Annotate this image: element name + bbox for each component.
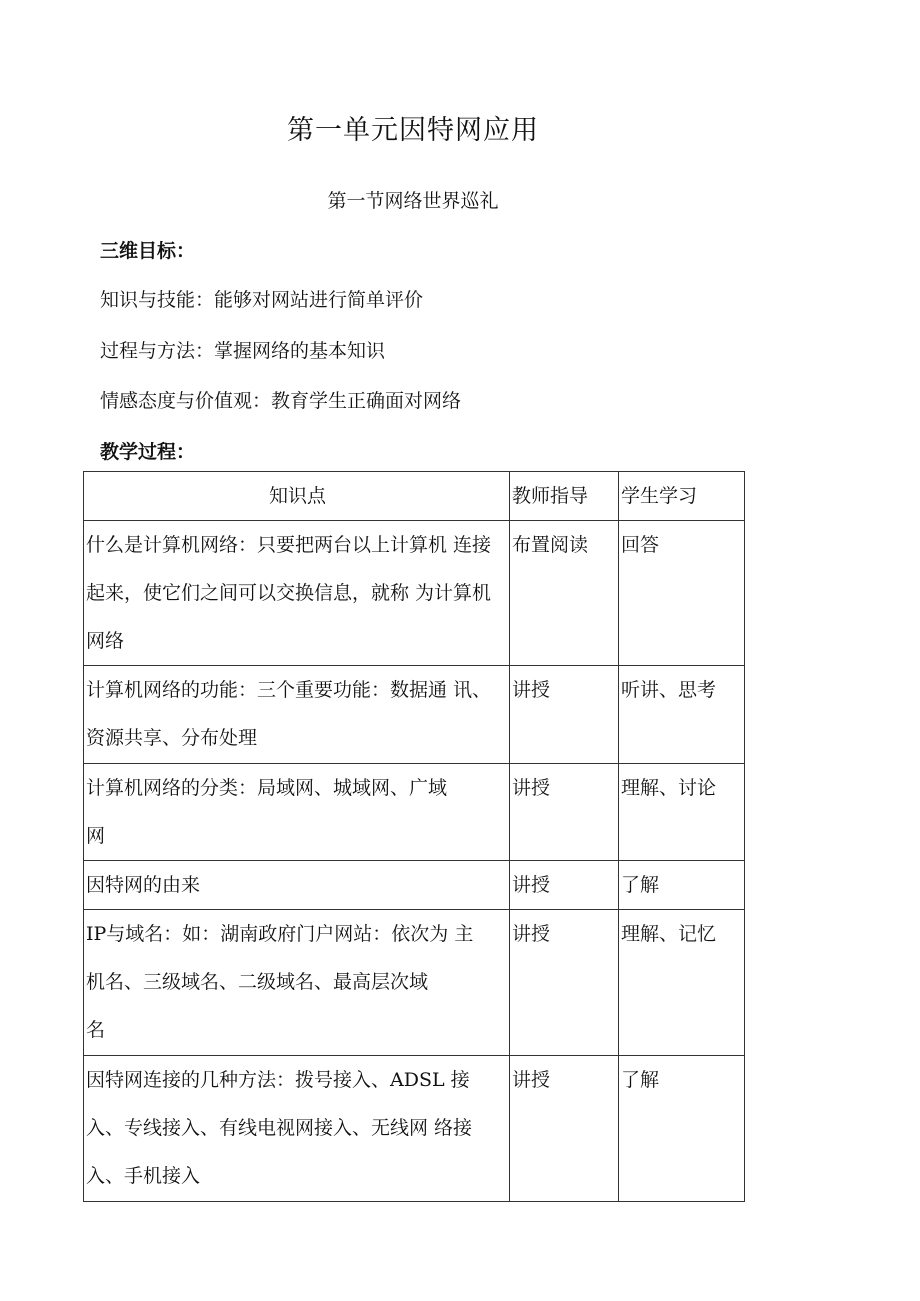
teacher-cell: 讲授 xyxy=(510,910,619,1056)
topic-cell xyxy=(84,910,510,1056)
teacher-cell: 讲授 xyxy=(510,861,619,910)
topic-cell xyxy=(84,861,510,910)
teaching-process-table xyxy=(83,471,745,1202)
objective-process: 过程与方法：掌握网络的基本知识 xyxy=(100,340,386,362)
table-header-row xyxy=(84,472,745,521)
table-row xyxy=(84,861,745,910)
topic-line: 网络 xyxy=(86,630,125,652)
header-knowledge-point: 知识点 xyxy=(84,472,510,521)
topic-line: 机名、三级域名、二级域名、最高层次域 xyxy=(86,971,429,993)
table-row xyxy=(84,521,745,666)
student-cell: 理解、记忆 xyxy=(619,910,745,1056)
teacher-cell: 讲授 xyxy=(510,1056,619,1202)
student-cell: 理解、讨论 xyxy=(619,764,745,861)
header-student-learning: 学生学习 xyxy=(619,472,745,521)
topic-line: IP与域名：如：湖南政府门户网站：依次为 主 xyxy=(86,923,474,945)
process-heading: 教学过程： xyxy=(100,441,196,463)
teacher-cell: 讲授 xyxy=(510,764,619,861)
topic-line: 计算机网络的功能：三个重要功能：数据通 讯、 xyxy=(86,679,492,701)
topic-line: 网 xyxy=(86,825,106,847)
topic-line: 名 xyxy=(86,1019,106,1041)
header-teacher-guidance: 教师指导 xyxy=(510,472,619,521)
topic-cell xyxy=(84,1056,510,1202)
topic-line: 入、手机接入 xyxy=(86,1165,201,1187)
topic-cell xyxy=(84,521,510,666)
table-row xyxy=(84,1056,745,1202)
table-row xyxy=(84,764,745,861)
table-row xyxy=(84,910,745,1056)
topic-line: 因特网连接的几种方法：拨号接入、ADSL 接 xyxy=(86,1069,470,1091)
topic-line: 入、专线接入、有线电视网接入、无线网 络接 xyxy=(86,1117,473,1139)
unit-title: 第一单元因特网应用 xyxy=(287,115,539,146)
table-row xyxy=(84,666,745,764)
topic-line: 因特网的由来 xyxy=(86,874,201,896)
teacher-cell: 布置阅读 xyxy=(510,521,619,666)
section-title: 第一节网络世界巡礼 xyxy=(327,190,499,212)
student-cell: 回答 xyxy=(619,521,745,666)
objective-attitude: 情感态度与价值观：教育学生正确面对网络 xyxy=(100,390,462,412)
topic-line: 计算机网络的分类：局域网、城域网、广域 xyxy=(86,777,448,799)
student-cell: 了解 xyxy=(619,861,745,910)
student-cell: 听讲、思考 xyxy=(619,666,745,764)
objective-knowledge: 知识与技能：能够对网站进行简单评价 xyxy=(100,289,424,311)
topic-cell xyxy=(84,764,510,861)
student-cell: 了解 xyxy=(619,1056,745,1202)
topic-line: 起来，使它们之间可以交换信息，就称 为计算机 xyxy=(86,582,492,604)
topic-line: 什么是计算机网络：只要把两台以上计算机 连接 xyxy=(86,534,492,556)
topic-cell xyxy=(84,666,510,764)
objectives-heading: 三维目标： xyxy=(100,240,196,262)
topic-line: 资源共享、分布处理 xyxy=(86,727,258,749)
teacher-cell: 讲授 xyxy=(510,666,619,764)
